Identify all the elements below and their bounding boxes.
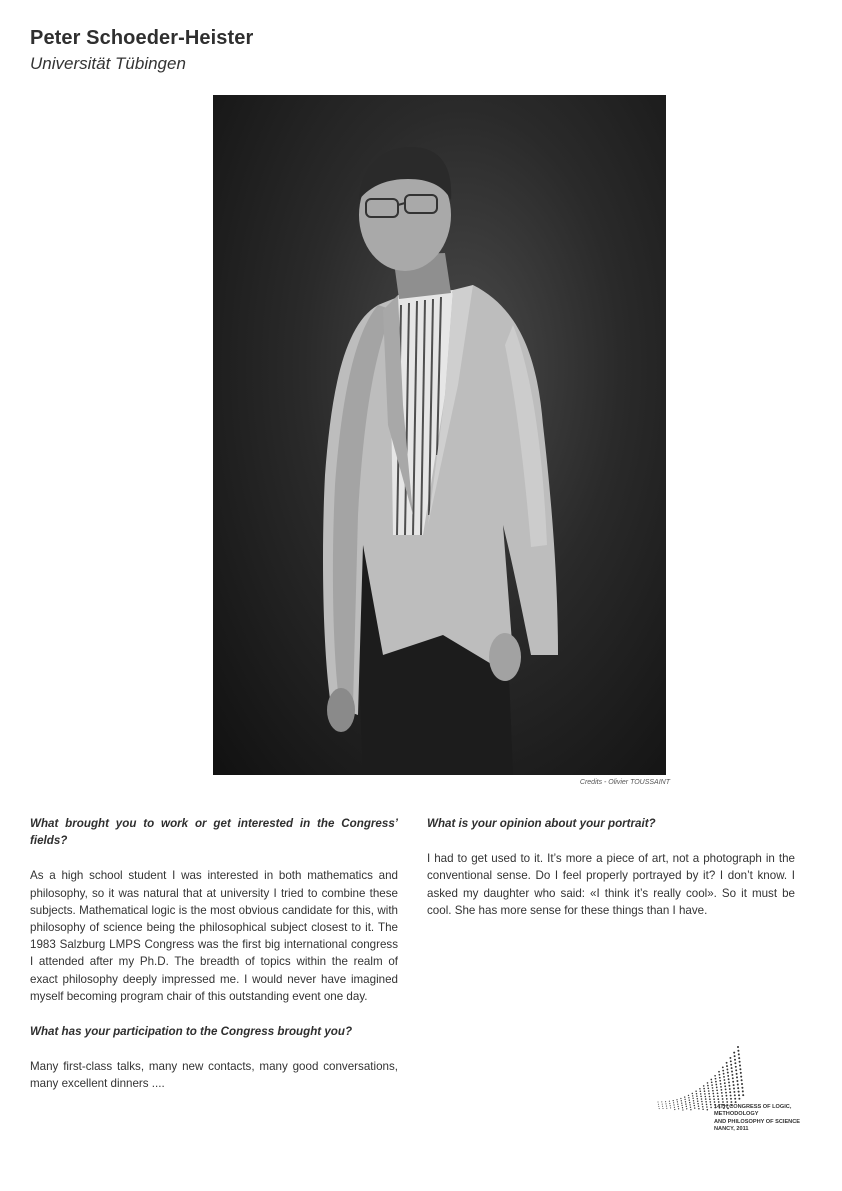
question-3: What is your opinion about your portrait?: [427, 817, 656, 830]
right-column: [427, 815, 795, 937]
logo-line-4: NANCY, 2011: [714, 1126, 749, 1133]
portrait-figure: [213, 95, 666, 775]
answer-2: Many first-class talks, many new contacts, many good conversations, many excellent dinners ....: [30, 1060, 398, 1091]
page-title: Peter Schoeder-Heister: [30, 27, 254, 49]
logo-line-1: 14TH CONGRESS OF LOGIC,: [714, 1104, 792, 1110]
affiliation: Universität Tübingen: [30, 54, 186, 73]
logo-line-3: AND PHILOSOPHY OF SCIENCE: [714, 1118, 800, 1125]
left-column: [30, 815, 398, 1111]
congress-logo-text: [714, 1104, 814, 1134]
logo-line-2: METHODOLOGY: [714, 1111, 759, 1118]
answer-3: I had to get used to it. It’s more a piece of art, not a photograph in the conventional sense. Do I feel properly portrayed by it? I don’t know. I asked my daughter who said: «I think it’s really cool». So it must be cool. She has more sense for these things than I have.: [427, 852, 795, 917]
portrait-photo: [213, 95, 666, 775]
answer-1: As a high school student I was interested in both mathematics and philosophy, so it was natural that at university I tried to combine these subjects. Mathematical logic is the most obvious candidate for this, with philosophy of science being the philosophical subject closest to it. The 1983 Salzburg LMPS Congress was the first big international congress I attended after my Ph.D. The breadth of topics within the realm of exact philosophy deeply impressed me. I would never have imagined myself becoming program chair of this outstanding event one day.: [30, 869, 398, 1003]
photo-credits: Credits - Olivier TOUSSAINT: [579, 779, 670, 786]
question-1: What brought you to work or get interested in the Congress’ fields?: [30, 817, 398, 848]
question-2: What has your participation to the Congress brought you?: [30, 1025, 353, 1039]
